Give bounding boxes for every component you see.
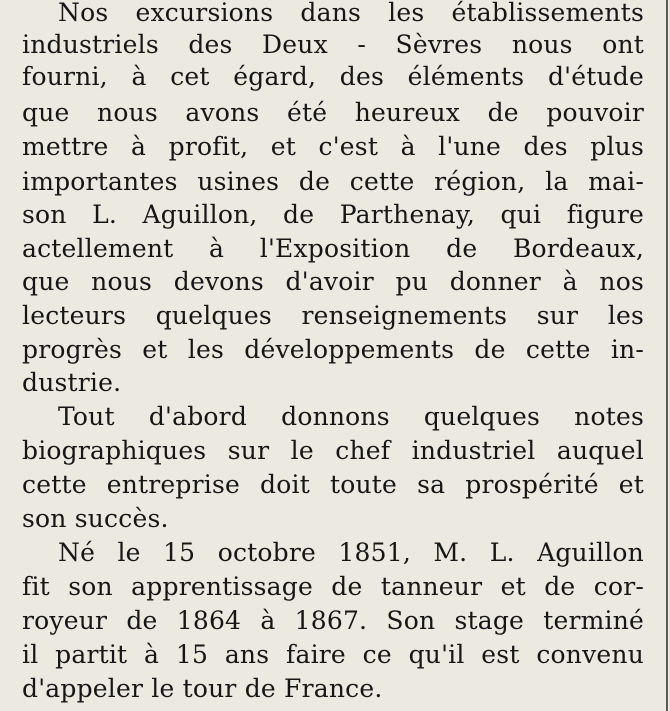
paragraph-3-line-2: fit son apprentissage de tanneur et de cor- <box>22 572 644 601</box>
paragraph-1-line-11: progrès et les développements de cette in- <box>22 335 644 364</box>
paragraph-2-line-3: cette entreprise doit toute sa prospérité et <box>22 470 644 499</box>
paragraph-1-line-12: dustrie. <box>22 368 122 397</box>
paragraph-1-line-8: actellement à l'Exposition de Bordeaux, <box>22 234 644 263</box>
paragraph-1-line-9: que nous devons d'avoir pu donner à nos <box>22 267 644 296</box>
paragraph-1-line-7: son L. Aguillon, de Parthenay, qui figure <box>22 200 644 229</box>
paragraph-3-line-1: Né le 15 octobre 1851, M. L. Aguillon <box>58 538 644 567</box>
paragraph-1-line-3: fourni, à cet égard, des éléments d'étude <box>22 62 644 91</box>
paragraph-1-line-6: importantes usines de cette région, la mai- <box>22 167 644 196</box>
paragraph-1-line-10: lecteurs quelques renseignements sur les <box>22 301 644 330</box>
column-rule <box>666 0 668 711</box>
paragraph-1-line-1: Nos excursions dans les établissements <box>58 0 644 27</box>
paragraph-1-line-4: que nous avons été heureux de pouvoir <box>22 98 644 127</box>
paragraph-3-line-5: d'appeler le tour de France. <box>22 674 383 703</box>
paragraph-2-line-2: biographiques sur le chef industriel auquel <box>22 436 644 465</box>
paragraph-1-line-5: mettre à profit, et c'est à l'une des plus <box>22 132 644 161</box>
paragraph-2-line-4: son succès. <box>22 504 169 533</box>
paragraph-3-line-3: royeur de 1864 à 1867. Son stage terminé <box>22 606 644 635</box>
paragraph-3-line-4: il partit à 15 ans faire ce qu'il est convenu <box>22 640 644 669</box>
paragraph-1-line-2: industriels des Deux - Sèvres nous ont <box>22 30 644 59</box>
paragraph-2-line-1: Tout d'abord donnons quelques notes <box>58 402 644 431</box>
